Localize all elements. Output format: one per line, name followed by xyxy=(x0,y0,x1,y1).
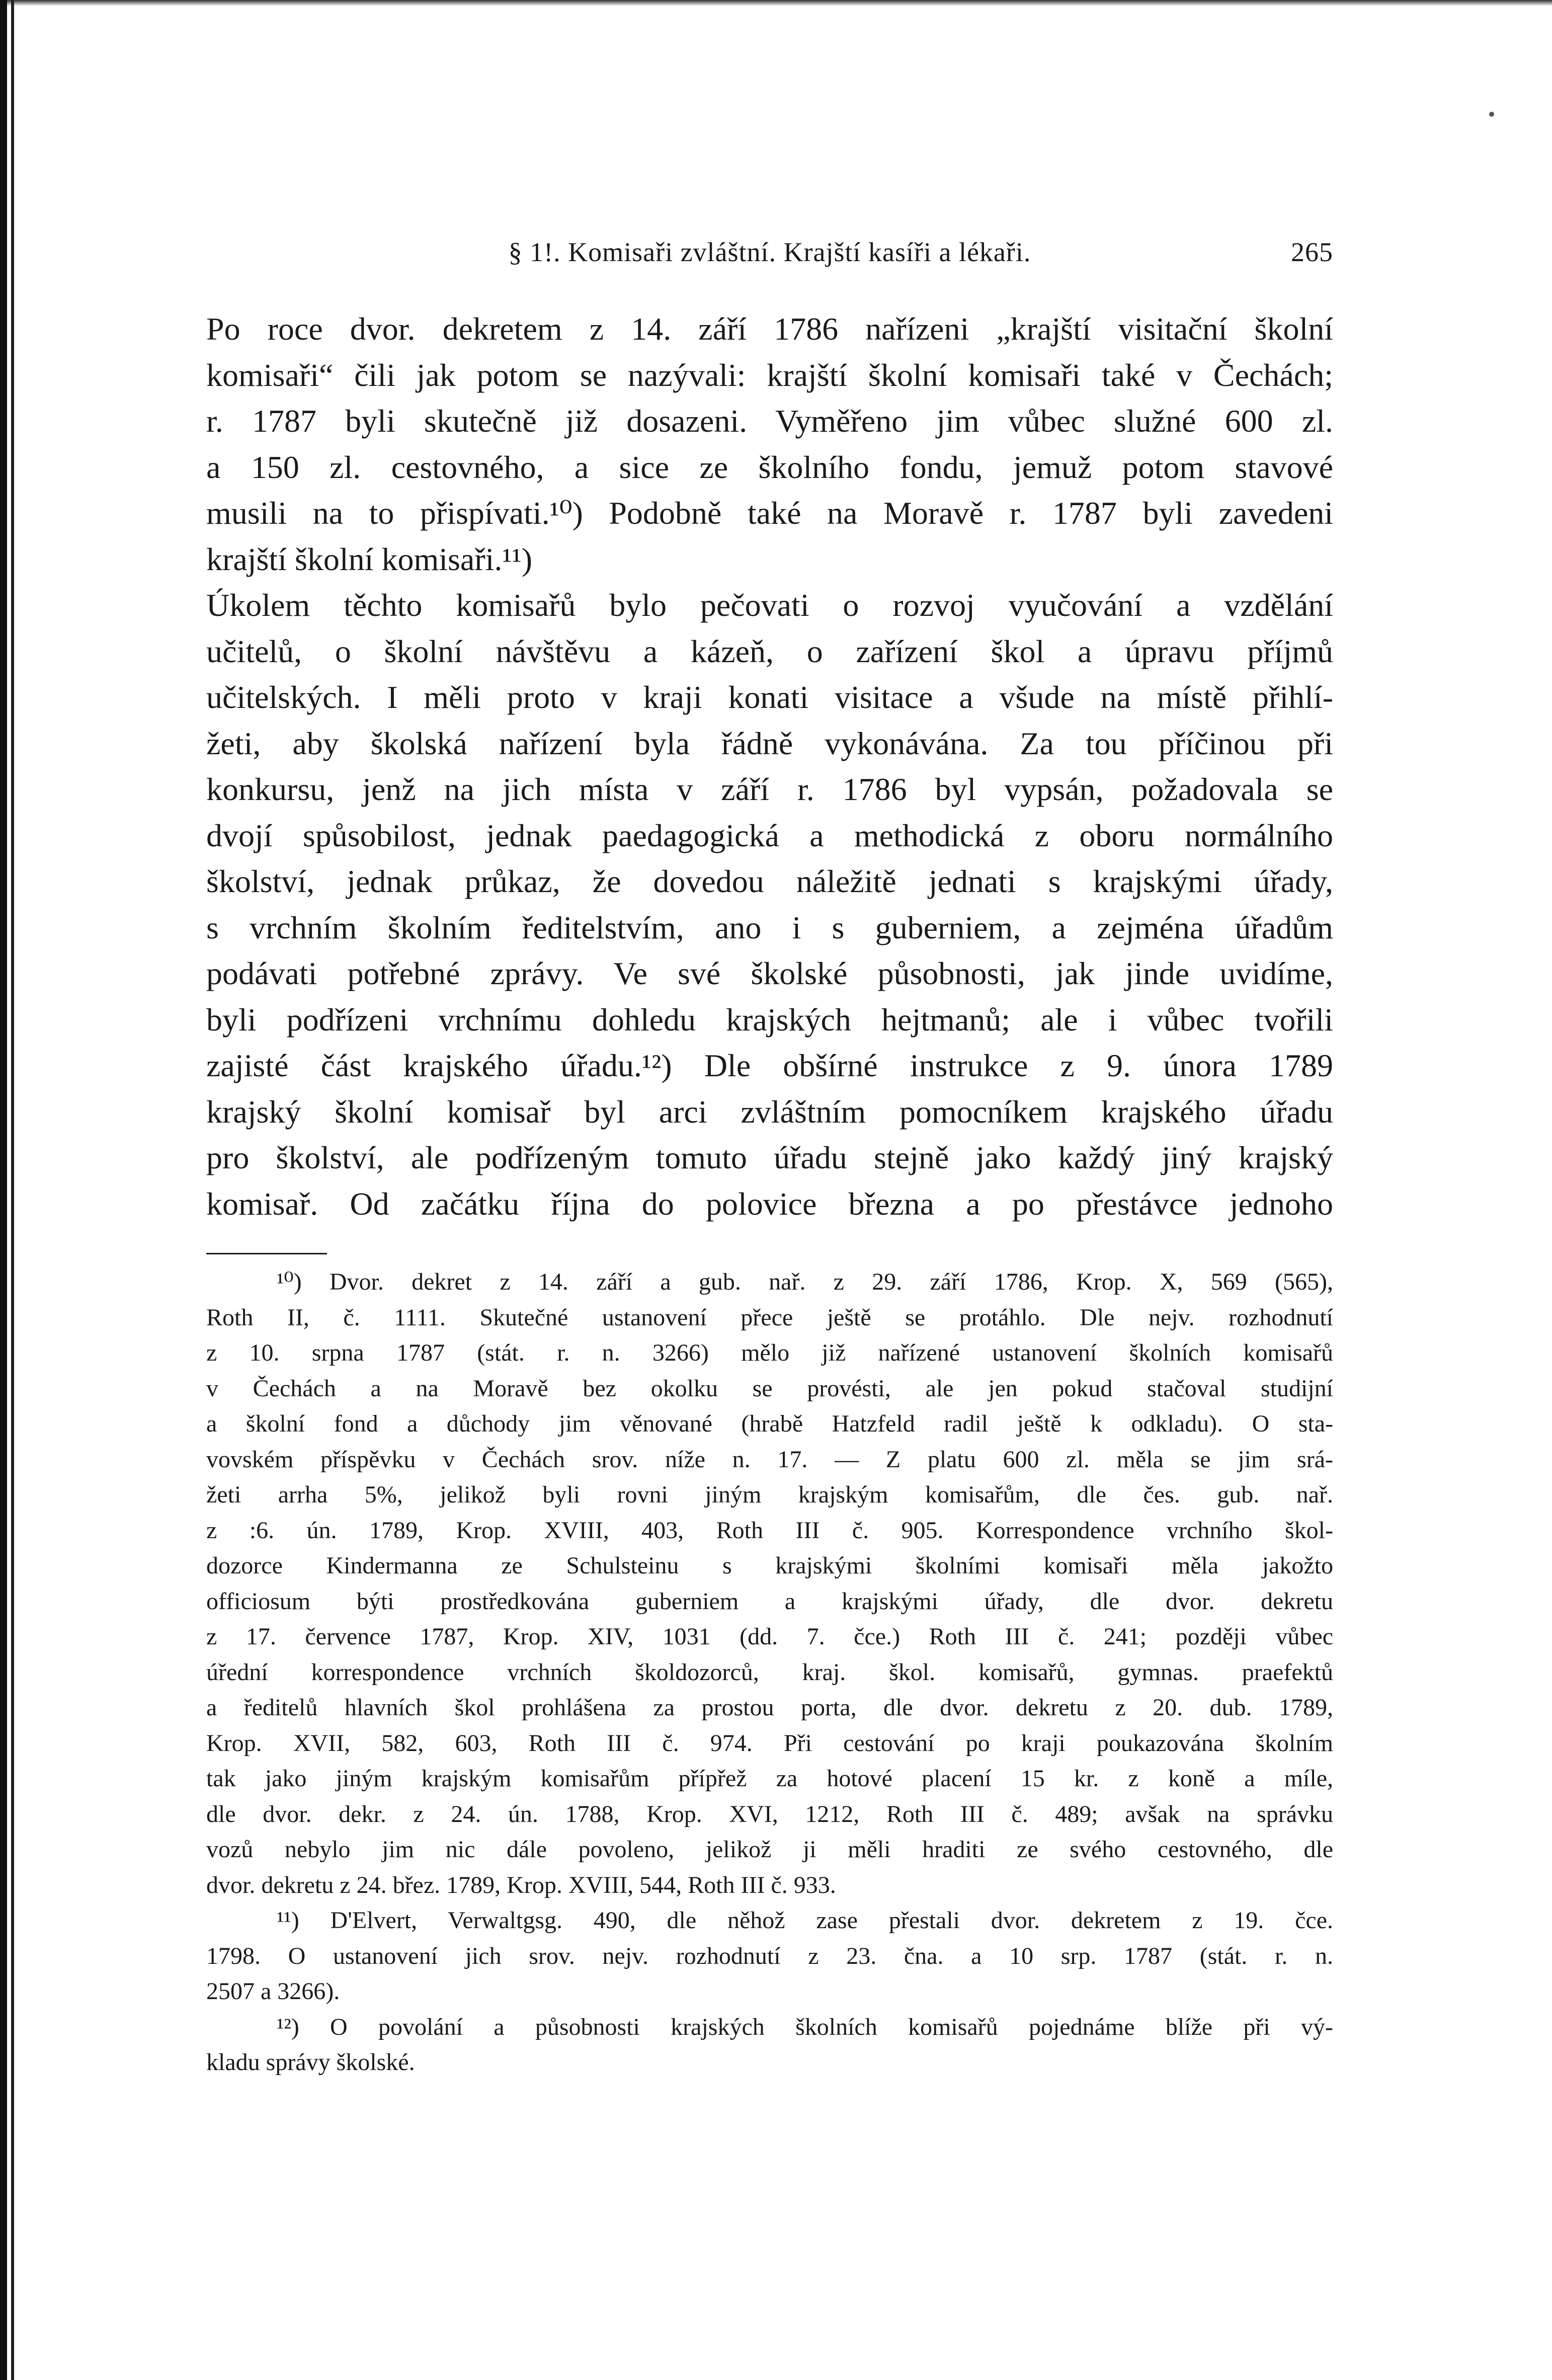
text-line: Úkolem těchto komisařů bylo pečovati o rozvoj vyučování a vzdělání xyxy=(206,587,1333,623)
scan-edge-left xyxy=(0,0,7,2380)
text-line: krajští školní komisaři.¹¹) xyxy=(206,541,533,577)
footnote-line: ¹¹) D'Elvert, Verwaltgsg. 490, dle něhož zase přestali dvor. dekretem z 19. čce. xyxy=(277,1907,1333,1934)
footnote-line: Roth II, č. 1111. Skutečné ustanovení přece ještě se protáhlo. Dle nejv. rozhodnutí xyxy=(206,1304,1333,1331)
text-line: pro školství, ale podřízeným tomuto úřadu stejně jako každý jiný krajský xyxy=(206,1140,1333,1175)
page-number: 265 xyxy=(1291,237,1333,267)
text-line: žeti, aby školská nařízení byla řádně vykonávána. Za tou příčinou při xyxy=(206,725,1333,761)
text-line: krajský školní komisař byl arci zvláštním pomocníkem krajského úřadu xyxy=(206,1093,1333,1130)
footnote-line: ¹²) O povolání a působnosti krajských školních komisařů pojednáme blíže při vý- xyxy=(277,2013,1333,2040)
scan-speck xyxy=(1489,112,1494,117)
footnote-line: officiosum býti prostředkována guberniem a krajskými úřady, dle dvor. dekretu xyxy=(206,1588,1333,1615)
footnote-line: z 10. srpna 1787 (stát. r. n. 3266) mělo již nařízené ustanovení školních komisařů xyxy=(206,1339,1333,1366)
text-line: zajisté část krajského úřadu.¹²) Dle obšírné instrukce z 9. února 1789 xyxy=(206,1048,1333,1083)
text-line: musili na to přispívati.¹⁰) Podobně také na Moravě r. 1787 byli zavedeni xyxy=(206,495,1333,531)
text-line: r. 1787 byli skutečně již dosazeni. Vyměřeno jim vůbec služné 600 zl. xyxy=(206,403,1333,439)
running-head xyxy=(206,236,1333,277)
text-line: konkursu, jenž na jich místa v září r. 1786 byl vypsán, požadovala se xyxy=(206,771,1333,807)
footnote-line: ¹⁰) Dvor. dekret z 14. září a gub. nař. z 29. září 1786, Krop. X, 569 (565), xyxy=(277,1268,1333,1295)
text-line: byli podřízeni vrchnímu dohledu krajských hejtmanů; ale i vůbec tvořili xyxy=(206,1001,1333,1038)
text-line: učitelů, o školní návštěvu a kázeň, o zařízení škol a úpravu příjmů xyxy=(206,633,1333,669)
footnote-line: a školní fond a důchody jim věnované (hrabě Hatzfeld radil ještě k odkladu). O sta- xyxy=(206,1410,1333,1437)
text-line: dvojí spůsobilost, jednak paedagogická a methodická z oboru normálního xyxy=(206,817,1333,853)
text-line: Po roce dvor. dekretem z 14. září 1786 nařízeni „krajští visitační školní xyxy=(206,311,1333,347)
footnote-line: tak jako jiným krajským komisařům přípřež za hotové placení 15 kr. z koně a míle, xyxy=(206,1765,1333,1792)
footnote-line: a ředitelů hlavních škol prohlášena za prostou porta, dle dvor. dekretu z 20. dub. 1789, xyxy=(206,1694,1333,1721)
footnote-line: Krop. XVII, 582, 603, Roth III č. 974. Při cestování po kraji poukazována školním xyxy=(206,1729,1333,1757)
footnote-line: 2507 a 3266). xyxy=(206,1978,340,2005)
footnote-line: z 17. července 1787, Krop. XIV, 1031 (dd. 7. čce.) Roth III č. 241; později vůbec xyxy=(206,1623,1333,1650)
scan-edge-top xyxy=(0,0,1552,6)
main-text xyxy=(206,306,1333,1227)
footnotes xyxy=(206,1264,1333,2081)
text-line: komisař. Od začátku října do polovice března a po přestávce jednoho xyxy=(206,1185,1333,1222)
footnote-line: dozorce Kindermanna ze Schulsteinu s krajskými školními komisaři měla jakožto xyxy=(206,1552,1333,1579)
text-line: s vrchním školním ředitelstvím, ano i s guberniem, a zejména úřadům xyxy=(206,909,1333,945)
text-line: komisaři“ čili jak potom se nazývali: krajští školní komisaři také v Čechách; xyxy=(206,357,1333,393)
text-line: a 150 zl. cestovného, a sice ze školního fondu, jemuž potom stavové xyxy=(206,449,1333,485)
book-page xyxy=(206,236,1333,2081)
text-line: podávati potřebné zprávy. Ve své školské působnosti, jak jinde uvidíme, xyxy=(206,956,1333,991)
footnote-line: žeti arrha 5%, jelikož byli rovni jiným krajským komisařům, dle čes. gub. nař. xyxy=(206,1481,1333,1508)
footnote-line: v Čechách a na Moravě bez okolku se provésti, ale jen pokud stačoval studijní xyxy=(206,1375,1333,1402)
text-line: učitelských. I měli proto v kraji konati visitace a všude na místě přihlí- xyxy=(206,679,1333,715)
footnote-line: 1798. O ustanovení jich srov. nejv. rozhodnutí z 23. čna. a 10 srp. 1787 (stát. r. n. xyxy=(206,1942,1333,1969)
footnote-line: vozů nebylo jim nic dále povoleno, jelikož ji měli hraditi ze svého cestovného, dle xyxy=(206,1836,1333,1863)
footnote-rule xyxy=(206,1253,327,1254)
footnote-line: z :6. ún. 1789, Krop. XVIII, 403, Roth III č. 905. Korrespondence vrchního škol- xyxy=(206,1517,1333,1544)
footnote-line: vovském příspěvku v Čechách srov. níže n. 17. — Z platu 600 zl. měla se jim srá- xyxy=(206,1446,1333,1473)
footnote-line: dle dvor. dekr. z 24. ún. 1788, Krop. XVI, 1212, Roth III č. 489; avšak na správku xyxy=(206,1800,1333,1828)
scan-edge-left-inner xyxy=(11,0,14,2380)
footnote-line: úřední korrespondence vrchních školdozorců, kraj. škol. komisařů, gymnas. praefektů xyxy=(206,1658,1333,1686)
footnote-line: kladu správy školské. xyxy=(206,2049,415,2076)
running-head-title: § 1!. Komisaři zvláštní. Krajští kasíři a lékaři. xyxy=(508,237,1031,267)
text-line: školství, jednak průkaz, že dovedou náležitě jednati s krajskými úřady, xyxy=(206,863,1333,899)
footnote-line: dvor. dekretu z 24. břez. 1789, Krop. XVIII, 544, Roth III č. 933. xyxy=(206,1871,836,1898)
